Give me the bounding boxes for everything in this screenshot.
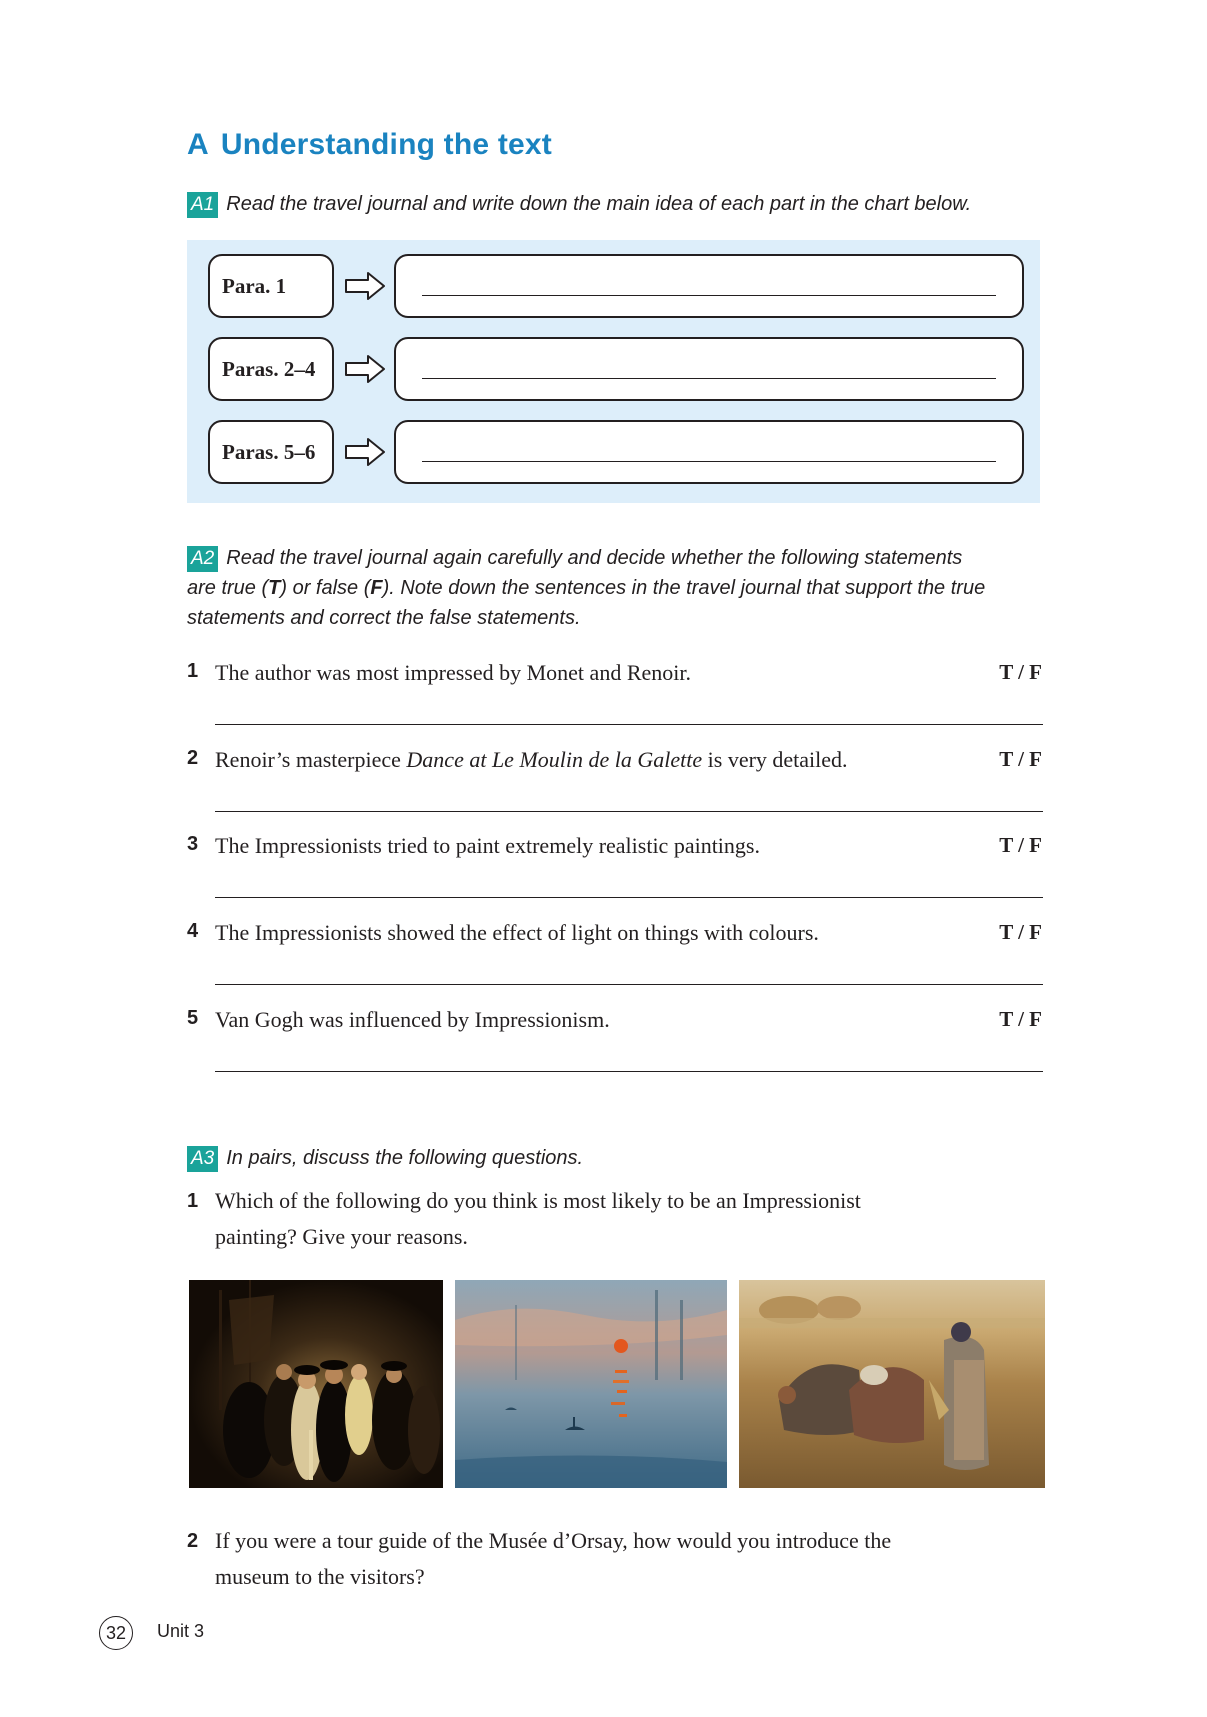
section-letter: A (187, 128, 209, 161)
statement-item (187, 833, 1042, 863)
painting-impression-sunrise-image (455, 1280, 727, 1488)
main-idea-chart (187, 240, 1040, 503)
answer-line (422, 461, 996, 462)
a2-instruction (187, 543, 1047, 633)
statement-item (187, 1007, 1042, 1037)
statement-number: 5 (187, 1007, 199, 1029)
statement-text: The Impressionists showed the effect of light on things with colours. (215, 920, 819, 945)
statement-number: 2 (187, 747, 199, 769)
a3-instruction-text: In pairs, discuss the following questions. (226, 1147, 584, 1169)
section-title (187, 128, 552, 162)
true-false-choice[interactable]: T / F (999, 1007, 1042, 1031)
unit-label: Unit 3 (157, 1621, 205, 1641)
section-title-text: Understanding the text (220, 128, 552, 161)
statement-text: The author was most impressed by Monet and Renoir. (215, 660, 691, 685)
answer-box[interactable] (394, 254, 1024, 318)
question-line: museum to the visitors? (215, 1564, 425, 1589)
a2-tag: A2 (187, 546, 218, 572)
statement-number: 4 (187, 920, 199, 942)
answer-line (422, 378, 996, 379)
a2-instruction-line2-pre: are true ( (187, 577, 269, 599)
true-false-choice[interactable]: T / F (999, 920, 1042, 944)
true-false-choice[interactable]: T / F (999, 747, 1042, 771)
question-line: If you were a tour guide of the Musée d’Orsay, how would you introduce the (215, 1528, 892, 1553)
statement-item (187, 747, 1042, 777)
a3-instruction (187, 1143, 1047, 1173)
question-text (215, 1183, 1015, 1255)
answer-box[interactable] (394, 420, 1024, 484)
para-label: Para. 1 (222, 273, 287, 298)
answer-write-line[interactable] (215, 724, 1043, 725)
painting-gleaners-image (739, 1280, 1045, 1488)
statement-text-post: is very detailed. (702, 747, 848, 772)
para-label-box (208, 337, 334, 401)
question-text (215, 1523, 1015, 1595)
statement-text (215, 747, 848, 773)
true-false-choice[interactable]: T / F (999, 660, 1042, 684)
para-label-box (208, 254, 334, 318)
para-label: Paras. 2–4 (222, 356, 316, 381)
statement-number: 3 (187, 833, 199, 855)
para-label: Paras. 5–6 (222, 439, 316, 464)
arrow-right-icon (344, 354, 386, 384)
a2-instruction-line1: Read the travel journal again carefully and decide whether the following statements (226, 547, 963, 569)
painting-night-watch-image (189, 1280, 443, 1488)
statement-number: 1 (187, 660, 199, 682)
discussion-question (187, 1523, 1042, 1595)
true-false-choice[interactable]: T / F (999, 833, 1042, 857)
discussion-question (187, 1183, 1042, 1255)
a3-tag: A3 (187, 1146, 218, 1172)
statement-text: The Impressionists tried to paint extremely realistic paintings. (215, 833, 760, 858)
question-line: painting? Give your reasons. (215, 1224, 468, 1249)
answer-write-line[interactable] (215, 897, 1043, 898)
true-letter: T (268, 577, 281, 599)
answer-write-line[interactable] (215, 984, 1043, 985)
question-number: 1 (187, 1190, 199, 1212)
false-letter: F (370, 577, 383, 599)
a1-instruction-text: Read the travel journal and write down the main idea of each part in the chart below. (226, 193, 972, 215)
a1-tag: A1 (187, 192, 218, 218)
arrow-right-icon (344, 437, 386, 467)
para-label-box (208, 420, 334, 484)
statement-item (187, 660, 1042, 690)
question-number: 2 (187, 1530, 199, 1552)
a2-instruction-line3: statements and correct the false statements. (187, 607, 581, 629)
answer-box[interactable] (394, 337, 1024, 401)
a2-instruction-line2-mid: ) or false ( (280, 577, 371, 599)
arrow-right-icon (344, 271, 386, 301)
answer-line (422, 295, 996, 296)
statement-item (187, 920, 1042, 950)
painting-title: Dance at Le Moulin de la Galette (406, 747, 703, 772)
page-number: 32 (99, 1616, 133, 1650)
question-line: Which of the following do you think is most likely to be an Impressionist (215, 1188, 861, 1213)
a1-instruction (187, 189, 1047, 219)
statement-text: Van Gogh was influenced by Impressionism. (215, 1007, 610, 1032)
answer-write-line[interactable] (215, 811, 1043, 812)
answer-write-line[interactable] (215, 1071, 1043, 1072)
statement-text-pre: Renoir’s masterpiece (215, 747, 407, 772)
a2-instruction-line2-post: ). Note down the sentences in the travel journal that support the true (382, 577, 986, 599)
